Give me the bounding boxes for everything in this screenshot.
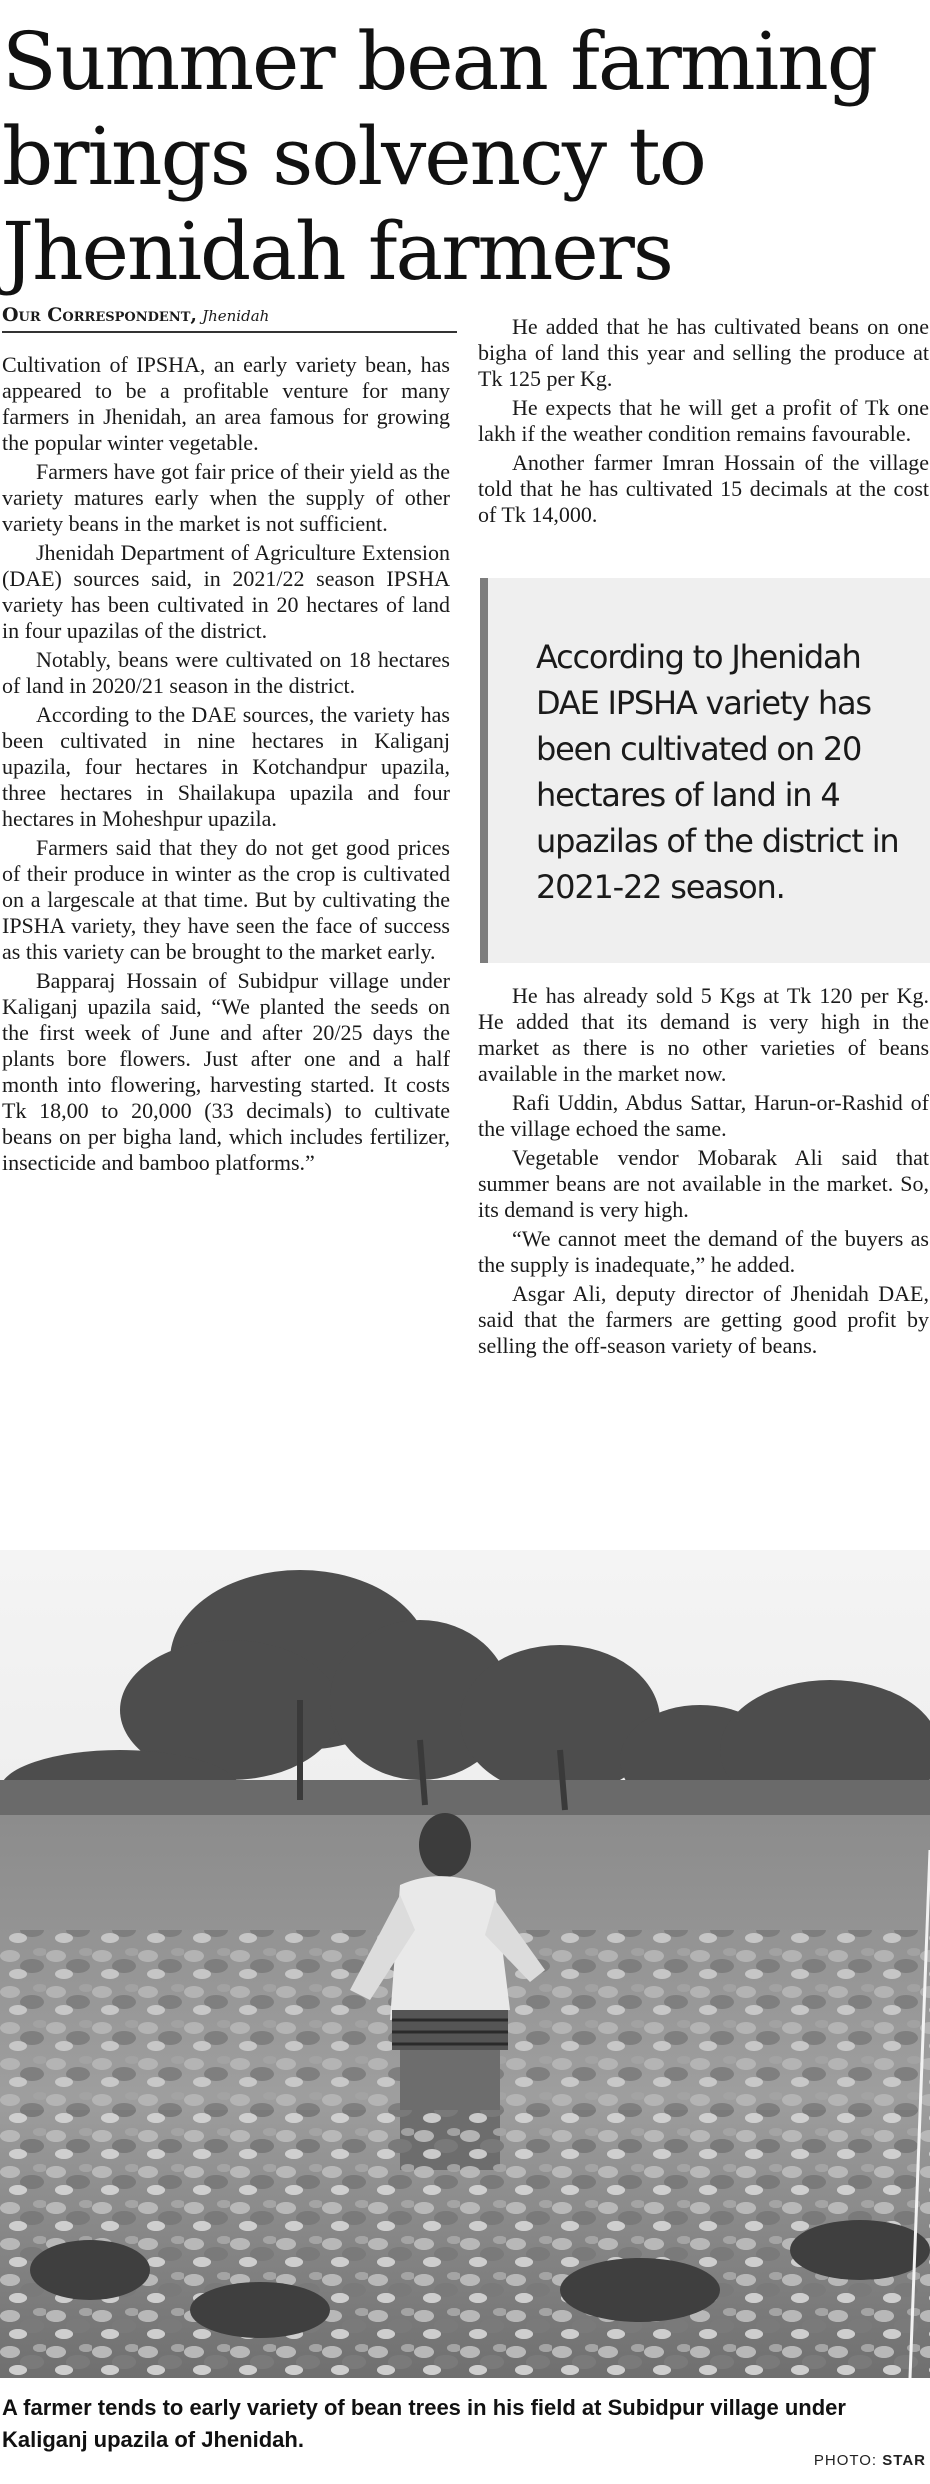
photo-caption: A farmer tends to early variety of bean trees in his field at Subidpur village under Kaliganj upazila of Jhenidah. (2, 2395, 846, 2452)
byline (2, 304, 457, 333)
paragraph: Jhenidah Department of Agriculture Extension (DAE) sources said, in 2021/22 season IPSHA variety has been cultivated in 20 hectares of land in four upazilas of the district. (2, 540, 450, 643)
paragraph: Another farmer Imran Hossain of the village told that he has cultivated 15 decimals at the cost of Tk 14,000. (478, 450, 929, 527)
paragraph: Vegetable vendor Mobarak Ali said that summer beans are not available in the market. So, its demand is very high. (478, 1145, 929, 1222)
paragraph: Cultivation of IPSHA, an early variety bean, has appeared to be a profitable venture for many farmers in Jhenidah, an area famous for growing the popular winter vegetable. (2, 352, 450, 455)
article-column-right-top (478, 314, 929, 531)
farmer-field-photo (0, 1550, 930, 2378)
photo-credit-label: PHOTO: (813, 2452, 883, 2469)
pull-quote-box (480, 578, 930, 963)
paragraph: Farmers said that they do not get good prices of their produce in winter as the crop is cultivated on a largescale at that time. But by cultivating the IPSHA variety, they have seen the face of success as this variety can be brought to the market early. (2, 835, 450, 964)
pull-quote-text: According to Jhenidah DAE IPSHA variety has been cultivated on 20 hectares of land in 4 upazilas of the district in 2021-22 season. (536, 638, 899, 906)
paragraph: He has already sold 5 Kgs at Tk 120 per Kg. He added that its demand is very high in the market as there is no other varieties of beans available in the market now. (478, 983, 929, 1086)
paragraph: Asgar Ali, deputy director of Jhenidah DAE, said that the farmers are getting good profit by selling the off-season variety of beans. (478, 1281, 929, 1358)
paragraph: He expects that he will get a profit of Tk one lakh if the weather condition remains favourable. (478, 395, 929, 446)
photo-credit-source: STAR (882, 2452, 926, 2469)
photo-credit (814, 2452, 926, 2469)
article-column-left (2, 352, 450, 1179)
paragraph: According to the DAE sources, the variety has been cultivated in nine hectares in Kaliganj upazila, four hectares in Kotchandpur upazila, three hectares in Shailakupa upazila and four hectares in Moheshpur upazila. (2, 702, 450, 831)
byline-name: Our Correspondent, (2, 304, 197, 326)
paragraph: Notably, beans were cultivated on 18 hectares of land in 2020/21 season in the district. (2, 647, 450, 698)
byline-location: Jhenidah (202, 307, 270, 325)
paragraph: Farmers have got fair price of their yield as the variety matures early when the supply of other variety beans in the market is not sufficient. (2, 459, 450, 536)
article-column-right-bottom (478, 983, 929, 1362)
paragraph: He added that he has cultivated beans on one bigha of land this year and selling the produce at Tk 125 per Kg. (478, 314, 929, 391)
paragraph: “We cannot meet the demand of the buyers as the supply is inadequate,” he added. (478, 1226, 929, 1277)
paragraph: Bapparaj Hossain of Subidpur village under Kaliganj upazila said, “We planted the seeds on the first week of June and after 20/25 days the plants bore flowers. Just after one and a half month into flowering, harvesting started. It costs Tk 18,00 to 20,000 (33 decimals) to cultivate beans on per bigha land, which includes fertilizer, insecticide and bamboo platforms.” (2, 968, 450, 1175)
paragraph: Rafi Uddin, Abdus Sattar, Harun-or-Rashid of the village echoed the same. (478, 1090, 929, 1141)
headline: Summer bean farming brings solvency to Jhenidah farmers (2, 15, 876, 298)
